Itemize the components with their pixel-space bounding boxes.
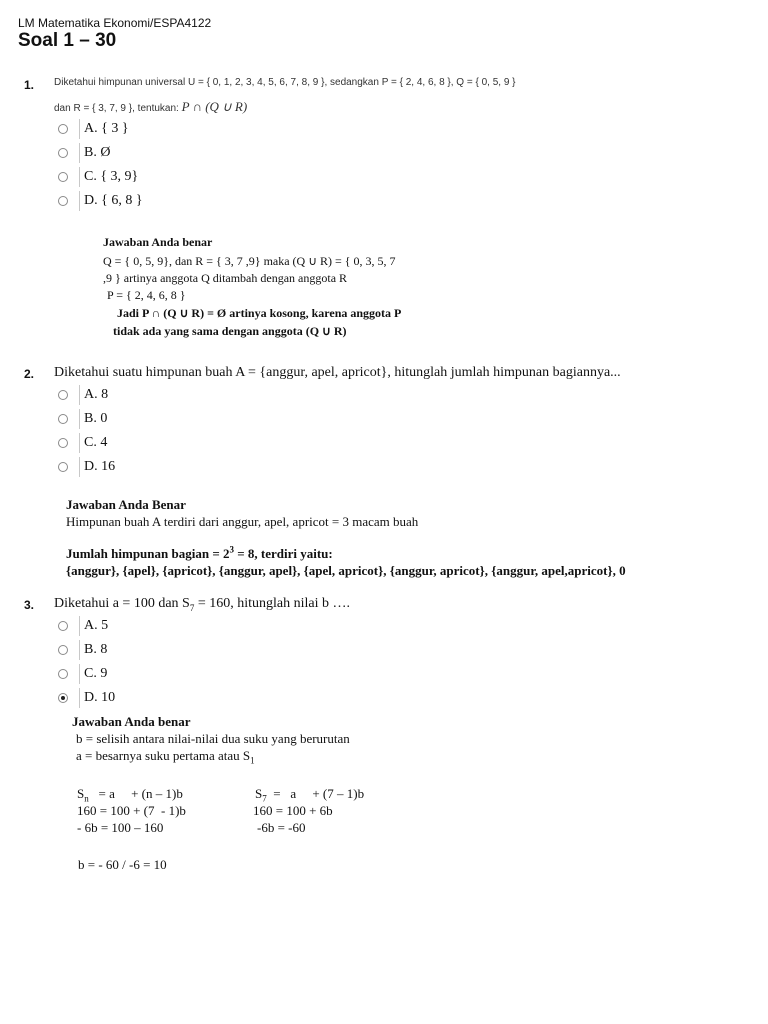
question-2-answer xyxy=(66,496,626,579)
formula-line: -6b = -60 xyxy=(257,820,306,835)
course-header: LM Matematika Ekonomi/ESPA4122 xyxy=(18,16,212,30)
answer-line-part: Jumlah himpunan bagian = 2 xyxy=(66,546,230,561)
formula-part: = a + (n – 1)b xyxy=(88,786,183,801)
subscript: 1 xyxy=(250,755,255,766)
radio-button[interactable] xyxy=(58,669,68,679)
answer-line: Himpunan buah A terdiri dari anggur, apel, apricot = 3 macam buah xyxy=(66,514,419,529)
question-3-number: 3. xyxy=(24,598,35,612)
option-divider xyxy=(79,640,80,660)
answer-heading: Jawaban Anda Benar xyxy=(66,497,186,512)
answer-line: ,9 } artinya anggota Q ditambah dengan anggota R xyxy=(103,271,348,285)
question-1-option-d[interactable] xyxy=(58,190,143,212)
superscript: 3 xyxy=(229,544,234,555)
question-1-option-b[interactable] xyxy=(58,142,143,164)
subscript: 7 xyxy=(262,793,267,804)
subscript: n xyxy=(84,793,89,804)
answer-line xyxy=(66,545,626,562)
answer-line: Jadi P ∩ (Q ∪ R) = Ø artinya kosong, karena anggota P xyxy=(117,306,402,320)
option-label: C. { 3, 9} xyxy=(84,169,139,184)
answer-line: {anggur}, {apel}, {apricot}, {anggur, apel}, {apel, apricot}, {anggur, apricot}, {anggur, apel,apricot}, 0 xyxy=(66,563,626,578)
option-divider xyxy=(79,385,80,405)
question-1-option-a[interactable] xyxy=(58,118,143,140)
formula-line xyxy=(255,785,364,802)
question-1-text-line1: Diketahui himpunan universal U = { 0, 1, 2, 3, 4, 5, 6, 7, 8, 9 }, sedangkan P = { 2, 4, 6, 8 }, Q = { 0, 5, 9 } xyxy=(54,77,516,88)
option-divider xyxy=(79,664,80,684)
option-label: A. { 3 } xyxy=(84,121,129,136)
option-divider xyxy=(79,409,80,429)
answer-line: tidak ada yang sama dengan anggota (Q ∪ R) xyxy=(113,324,347,338)
question-1-option-c[interactable] xyxy=(58,166,143,188)
question-3-options xyxy=(58,615,115,709)
answer-heading: Jawaban Anda benar xyxy=(72,714,191,729)
formula-part: = a + (7 – 1)b xyxy=(266,786,365,801)
radio-button[interactable] xyxy=(58,414,68,424)
radio-button[interactable] xyxy=(58,621,68,631)
radio-button[interactable] xyxy=(58,148,68,158)
question-1-options xyxy=(58,118,143,212)
option-divider xyxy=(79,457,80,477)
question-3-text-part: = 160, hitunglah nilai b …. xyxy=(194,596,350,611)
page-title: Soal 1 – 30 xyxy=(18,30,117,51)
question-3-result: b = - 60 / -6 = 10 xyxy=(78,857,167,872)
option-divider xyxy=(79,143,80,163)
question-1-answer xyxy=(103,234,401,340)
option-label: B. 8 xyxy=(84,642,108,657)
option-label: C. 4 xyxy=(84,435,108,450)
question-2-number: 2. xyxy=(24,367,35,381)
answer-heading: Jawaban Anda benar xyxy=(103,235,213,249)
question-2-option-a[interactable] xyxy=(58,384,115,406)
formula-part: S xyxy=(255,786,263,801)
radio-button[interactable] xyxy=(58,438,68,448)
formula-part: S xyxy=(77,786,85,801)
option-label: B. 0 xyxy=(84,411,108,426)
option-label: B. Ø xyxy=(84,145,111,160)
option-label: A. 5 xyxy=(84,618,109,633)
formula-line xyxy=(77,785,186,802)
answer-line-part: = 8, terdiri yaitu: xyxy=(233,546,333,561)
formula-line: - 6b = 100 – 160 xyxy=(77,820,164,835)
question-2-option-d[interactable] xyxy=(58,456,115,478)
option-label: D. 10 xyxy=(84,690,116,705)
option-label: D. { 6, 8 } xyxy=(84,193,143,208)
question-3-formula-left xyxy=(77,785,186,836)
question-3-answer xyxy=(72,713,350,764)
question-3-option-a[interactable] xyxy=(58,615,115,637)
question-1-text-line2-label: dan R = { 3, 7, 9 }, tentukan: xyxy=(54,103,179,114)
answer-line: Q = { 0, 5, 9}, dan R = { 3, 7 ,9} maka (Q ∪ R) = { 0, 3, 5, 7 xyxy=(103,254,396,268)
answer-line-part: a = besarnya suku pertama atau S xyxy=(76,748,251,763)
radio-button[interactable] xyxy=(58,196,68,206)
question-2-options xyxy=(58,384,115,478)
option-label: D. 16 xyxy=(84,459,116,474)
question-1-text-line2 xyxy=(54,99,247,115)
option-divider xyxy=(79,616,80,636)
question-3-formula-right xyxy=(255,785,364,836)
radio-button[interactable] xyxy=(58,172,68,182)
question-1-formula: P ∩ (Q ∪ R) xyxy=(181,99,248,114)
subscript: 7 xyxy=(189,602,195,613)
option-divider xyxy=(79,167,80,187)
question-2-option-b[interactable] xyxy=(58,408,115,430)
answer-line xyxy=(72,747,350,764)
question-3-text xyxy=(54,596,350,612)
radio-button[interactable] xyxy=(58,124,68,134)
question-3-option-b[interactable] xyxy=(58,639,115,661)
answer-line: b = selisih antara nilai-nilai dua suku yang berurutan xyxy=(76,731,350,746)
question-3-text-part: Diketahui a = 100 dan S xyxy=(54,596,190,611)
formula-line: 160 = 100 + 6b xyxy=(253,803,333,818)
option-label: C. 9 xyxy=(84,666,108,681)
question-2-option-c[interactable] xyxy=(58,432,115,454)
radio-button[interactable] xyxy=(58,462,68,472)
option-divider xyxy=(79,119,80,139)
radio-button[interactable] xyxy=(58,645,68,655)
radio-button[interactable] xyxy=(58,390,68,400)
answer-line: P = { 2, 4, 6, 8 } xyxy=(107,288,186,302)
option-label: A. 8 xyxy=(84,387,109,402)
question-3-option-c[interactable] xyxy=(58,663,115,685)
question-2-text: Diketahui suatu himpunan buah A = {anggur, apel, apricot}, hitunglah jumlah himpunan bagiannya... xyxy=(54,365,621,380)
option-divider xyxy=(79,191,80,211)
formula-line: 160 = 100 + (7 - 1)b xyxy=(77,803,186,818)
question-3-option-d[interactable] xyxy=(58,687,115,709)
option-divider xyxy=(79,688,80,708)
question-1-number: 1. xyxy=(24,78,35,92)
radio-button-selected[interactable] xyxy=(58,693,68,703)
option-divider xyxy=(79,433,80,453)
